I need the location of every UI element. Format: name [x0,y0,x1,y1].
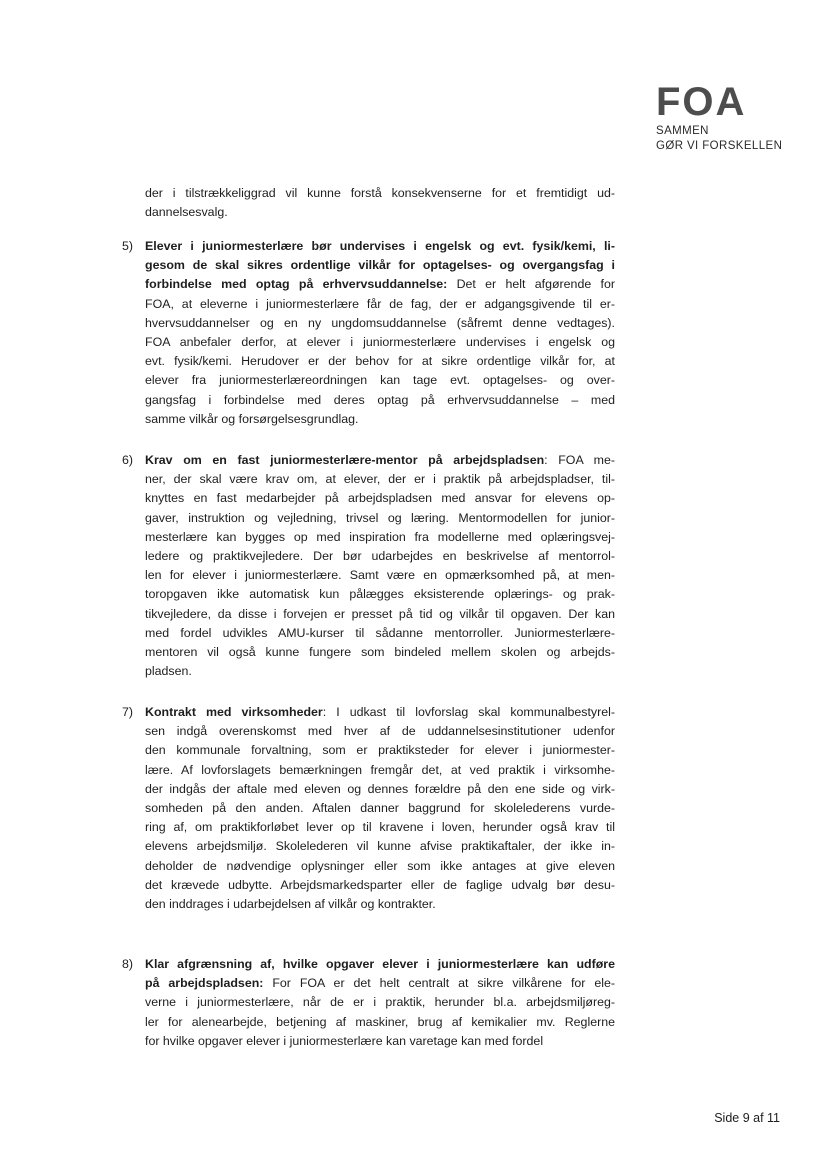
text-line: ring af, om praktikforløbet lever op til kravene i loven, herunder også krav til [145,820,615,835]
foa-logo-mark [656,84,774,118]
item-text [145,451,615,681]
text-line: hvervsuddannelser og en ny ungdomsuddannelse (såfremt denne vedtages). [145,315,615,330]
text-line: somheden på den anden. Aftalen danner baggrund for skolelederens vurde- [145,800,615,815]
item-heading-line: forbindelse med optag på erhvervsuddannelse: [145,277,448,292]
text-line: pladsen. [145,664,192,679]
logo-tagline [656,124,786,154]
item-number: 5) [122,239,134,253]
item-heading-line: gesom de skal sikres ordentlige vilkår for optagelses- og overgangsfag i [145,258,615,273]
text-line: verne i juniormesterlære, når de er i praktik, herunder bl.a. arbejdsmiljøreg- [145,995,615,1010]
text-line: ler for alenearbejde, betjening af maskiner, brug af kemikalier mv. Reglerne [145,1014,615,1029]
page-number: Side 9 af 11 [714,1111,780,1125]
item-heading-line: på arbejdspladsen: [145,976,264,991]
text-line: FOA, at eleverne i juniormesterlære får de fag, der er adgangsgivende til er- [145,296,615,311]
text-line: der i tilstrækkeliggrad vil kunne forstå konsekvenserne for et fremtidigt ud- [145,186,615,200]
text-line: gangsfag i forbindelse med deres optag på erhvervsuddannelse – med [145,392,615,407]
item-heading: Kontrakt med virksomheder [145,705,323,719]
logo-text: FOA [656,84,747,118]
item-heading: Krav om en fast juniormesterlære-mentor på arbejdspladsen [145,453,545,467]
item-heading-tail: : FOA me- [544,453,615,467]
text-line: deholder de nødvendige oplysninger eller som ikke antages at give eleven [145,858,615,873]
item-text [145,703,615,914]
text-line: mentoren vil også kunne fungere som bindeled mellem skolen og arbejds- [145,644,615,659]
item-number: 8) [122,957,134,971]
text-line: ner, der skal være krav om, at elever, der er i praktik på arbejdspladser, til- [145,472,615,487]
item-heading-line: Elever i juniormesterlære bør undervises i engelsk og evt. fysik/kemi, li- [145,239,615,253]
text-line: gaver, instruktion og vejledning, trivsel og læring. Mentormodellen for junior- [145,510,615,525]
text-line: elever fra juniormesterlæreordningen kan tage evt. optagelses- og over- [145,373,615,388]
item-heading-line: Klar afgrænsning af, hvilke opgaver elever i juniormesterlære kan udføre [145,957,615,971]
text-line: elevens arbejdsmiljø. Skolelederen vil kunne afvise praktikaftaler, der ikke in- [145,839,615,854]
item-text [145,237,615,429]
item-heading-tail: For FOA er det helt centralt at sikre vilkårene for ele- [263,976,615,991]
item-number: 7) [122,705,134,719]
text-line: toropgaven ikke automatisk kun pålægges eksisterende oplærings- og prak- [145,587,615,602]
text-line: med fordel udvikles AMU-kurser til sådanne mentorroller. Juniormesterlære- [145,625,615,640]
item-text [145,955,615,1051]
text-line: for hvilke opgaver elever i juniormesterlære kan varetage kan med fordel [145,1033,544,1048]
item-heading-tail: : I udkast til lovforslag skal kommunalbestyrel- [322,705,615,719]
text-line: det krævede udbytte. Arbejdsmarkedsparter eller de faglige udvalg bør desu- [145,877,615,892]
item-heading-tail: Det er helt afgørende for [447,277,615,292]
text-line: len for elever i juniormesterlære. Samt være en opmærksomhed på, at men- [145,568,615,583]
item-number: 6) [122,453,134,467]
text-line: evt. fysik/kemi. Herudover er der behov for at sikre ordentlige vilkår for, at [145,354,615,369]
text-line: sen indgå overenskomst med hver af de uddannelsesinstitutioner udenfor [145,724,615,739]
foa-logo [656,84,786,154]
text-line: FOA anbefaler derfor, at elever i juniormesterlære undervises i engelsk og [145,334,615,349]
tagline-line-1: SAMMEN [656,125,709,137]
text-line: lære. Af lovforslagets bemærkningen fremgår det, at ved praktik i virksomhe- [145,762,615,777]
text-line: den inddrages i udarbejdelsen af vilkår og kontrakter. [145,896,436,911]
text-line: dannelsesvalg. [145,205,228,220]
text-line: mesterlære kan bygges op med inspiration fra modellerne med oplæringsvej- [145,529,615,544]
text-line: den kommunale forvaltning, som er praktiksteder for elever i juniormester- [145,743,615,758]
text-line: der indgås der aftale med eleven og dennes forældre på den ene side og virk- [145,781,615,796]
text-line: tikvejledere, da disse i forvejen er presset på tid og vilkår til opgaven. Der kan [145,606,615,621]
text-line: knyttes en fast medarbejder på arbejdspladsen med ansvar for elevens op- [145,491,615,506]
continuation-paragraph [145,184,615,222]
tagline-line-2: GØR VI FORSKELLEN [656,140,783,152]
text-line: ledere og praktikvejledere. Der bør udarbejdes en beskrivelse af mentorrol- [145,548,615,563]
text-line: samme vilkår og forsørgelsesgrundlag. [145,411,359,426]
